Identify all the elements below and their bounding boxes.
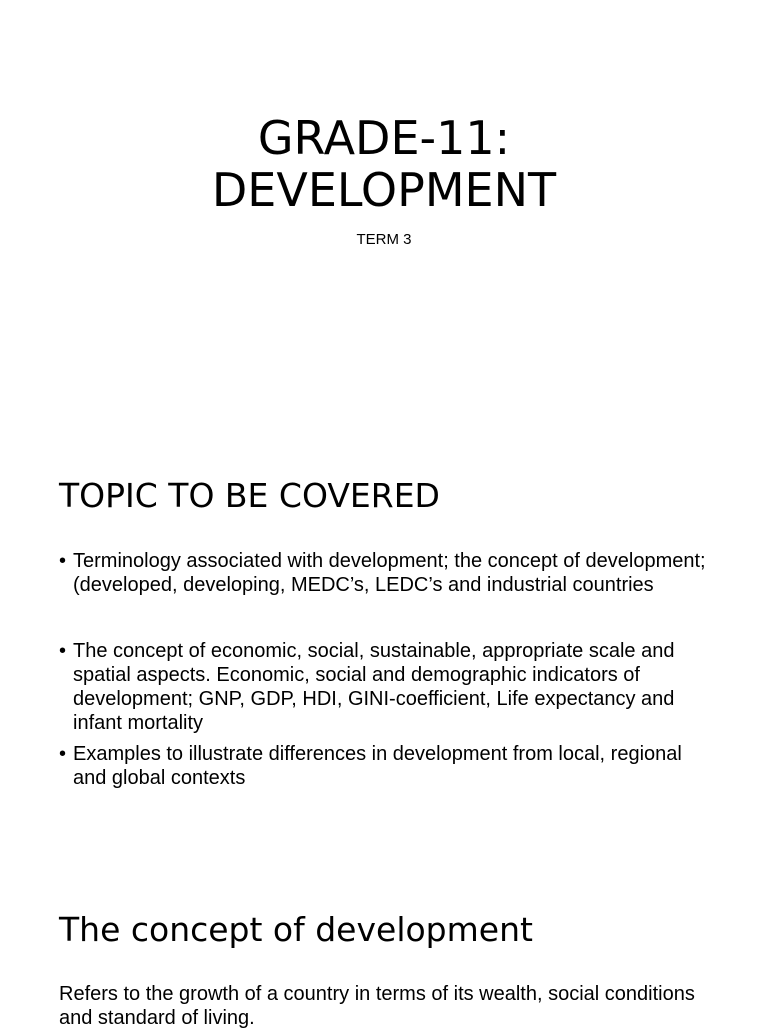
list-item (59, 742, 709, 790)
slide-title (0, 112, 768, 216)
list-item (59, 639, 709, 735)
list-item (59, 549, 709, 597)
title-line-1: GRADE-11: (257, 111, 511, 165)
list-item-text: The concept of economic, social, sustainable, appropriate scale and spatial aspects. Economic, social and demographic indicators of development; GNP, GDP, HDI, GINI-coefficient, Life expectancy and infant mortality (73, 640, 675, 734)
slide-subtitle: TERM 3 (356, 231, 412, 248)
title-line-2: DEVELOPMENT (211, 163, 557, 217)
topics-list (59, 549, 709, 790)
title-slide (0, 0, 768, 420)
concept-body: Refers to the growth of a country in terms of its wealth, social conditions and standard of living. (59, 983, 695, 1029)
list-item-text: Examples to illustrate differences in development from local, regional and global contexts (73, 743, 682, 789)
bullet-icon: • (59, 550, 67, 572)
concept-slide (0, 880, 768, 1029)
list-item-text: Terminology associated with development; the concept of development; (developed, developing, MEDC’s, LEDC’s and industrial countries (73, 550, 706, 596)
concept-heading: The concept of development (59, 910, 533, 949)
topics-heading: TOPIC TO BE COVERED (59, 476, 440, 515)
bullet-icon: • (59, 640, 67, 662)
bullet-icon: • (59, 743, 67, 765)
topics-slide (0, 440, 768, 860)
